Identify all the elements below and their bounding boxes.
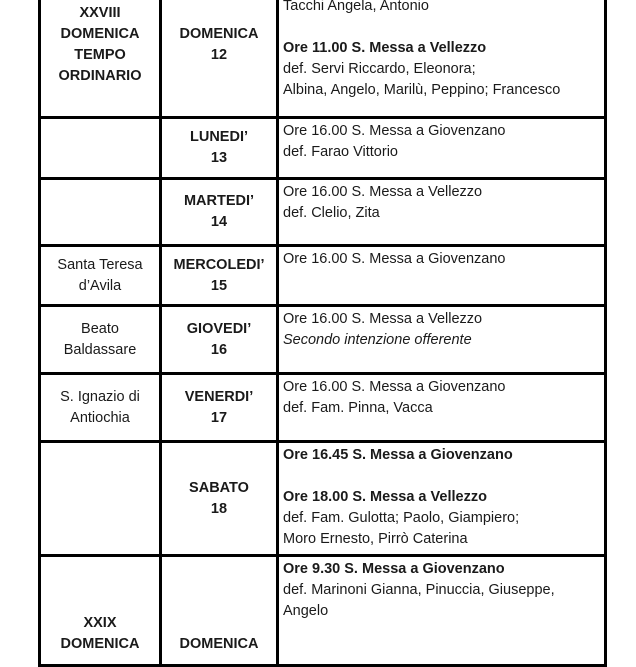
day-cell — [161, 442, 278, 556]
day-name: DOMENICA — [179, 636, 259, 652]
intention-line: Secondo intenzione offerente — [283, 332, 472, 348]
events-cell — [278, 0, 606, 118]
intention-line: def. Servi Riccardo, Eleonora; — [283, 61, 476, 77]
day-cell — [161, 118, 278, 179]
day-name: GIOVEDI’ — [186, 320, 252, 337]
intention-line: def. Fam. Pinna, Vacca — [283, 400, 433, 416]
intention-line: Ore 16.00 S. Messa a Giovenzano — [283, 123, 506, 139]
feast-line: Santa Teresa — [57, 256, 143, 273]
intention-line: Tacchi Angela, Antonio — [283, 0, 429, 14]
day-number: 16 — [210, 341, 228, 358]
day-number: 13 — [210, 150, 228, 166]
intention-line: Ore 16.00 S. Messa a Vellezzo — [283, 184, 483, 200]
day-name: LUNEDI’ — [190, 129, 248, 145]
day-cell — [161, 179, 278, 246]
feast-line: Antiochia — [70, 409, 130, 426]
schedule-row — [40, 442, 606, 556]
mass-schedule-table — [38, 0, 607, 667]
schedule-row — [40, 556, 606, 666]
feast-line: Baldassare — [63, 341, 137, 358]
feast-cell — [40, 442, 161, 556]
day-cell — [161, 306, 278, 374]
intention-line: def. Fam. Gulotta; Paolo, Giampiero; — [283, 510, 520, 526]
schedule-row — [40, 374, 606, 442]
schedule-row — [40, 0, 606, 118]
feast-cell — [40, 0, 161, 118]
intention-line: def. Marinoni Gianna, Pinuccia, Giuseppe, — [283, 582, 555, 598]
events-cell — [278, 179, 606, 246]
spacer — [283, 466, 600, 487]
mass-time: Ore 16.45 S. Messa a Giovenzano — [283, 447, 513, 463]
day-name: MARTEDI’ — [183, 193, 255, 209]
intention-line: Ore 16.00 S. Messa a Giovenzano — [283, 251, 506, 267]
feast-line: TEMPO — [74, 46, 126, 63]
mass-time: Ore 18.00 S. Messa a Vellezzo — [283, 489, 487, 505]
feast-line: XXIX — [83, 615, 117, 631]
intention-line: def. Farao Vittorio — [283, 144, 398, 160]
feast-cell — [40, 374, 161, 442]
intention-line: Moro Ernesto, Pirrò Caterina — [283, 531, 468, 547]
feast-line: XXVIII — [79, 4, 121, 21]
intention-line: Albina, Angelo, Marilù, Peppino; Francesco — [283, 82, 561, 98]
feast-line: DOMENICA — [60, 636, 140, 652]
schedule-row — [40, 246, 606, 306]
mass-time: Ore 9.30 S. Messa a Giovenzano — [283, 561, 505, 577]
day-number: 12 — [210, 46, 228, 63]
day-number: 14 — [210, 214, 228, 230]
feast-line: S. Ignazio di — [60, 388, 140, 405]
spacer — [283, 17, 600, 38]
events-cell — [278, 556, 606, 666]
day-name: SABATO — [189, 479, 249, 496]
schedule-row — [40, 306, 606, 374]
events-cell — [278, 442, 606, 556]
mass-time: Ore 11.00 S. Messa a Vellezzo — [283, 40, 487, 56]
day-number: 17 — [210, 409, 228, 426]
feast-cell — [40, 306, 161, 374]
feast-line: Beato — [81, 320, 119, 337]
day-cell — [161, 556, 278, 666]
intention-line: def. Clelio, Zita — [283, 205, 380, 221]
day-cell — [161, 374, 278, 442]
events-cell — [278, 246, 606, 306]
intention-line: Angelo — [283, 603, 329, 619]
day-name: MERCOLEDI’ — [173, 256, 265, 273]
mass-schedule-sheet — [38, 0, 604, 667]
intention-line: Ore 16.00 S. Messa a Vellezzo — [283, 311, 483, 327]
schedule-row — [40, 179, 606, 246]
intention-line: Ore 16.00 S. Messa a Giovenzano — [283, 379, 506, 395]
events-cell — [278, 374, 606, 442]
day-number: 15 — [210, 277, 228, 294]
feast-cell — [40, 179, 161, 246]
day-number: 18 — [210, 500, 228, 517]
events-cell — [278, 118, 606, 179]
day-name: DOMENICA — [179, 25, 259, 42]
feast-line: d’Avila — [78, 277, 122, 294]
feast-cell — [40, 556, 161, 666]
feast-line: DOMENICA — [60, 25, 140, 42]
feast-cell — [40, 246, 161, 306]
feast-line: ORDINARIO — [58, 67, 142, 84]
day-cell — [161, 246, 278, 306]
events-cell — [278, 306, 606, 374]
feast-cell — [40, 118, 161, 179]
day-cell — [161, 0, 278, 118]
day-name: VENERDI’ — [184, 388, 254, 405]
schedule-row — [40, 118, 606, 179]
